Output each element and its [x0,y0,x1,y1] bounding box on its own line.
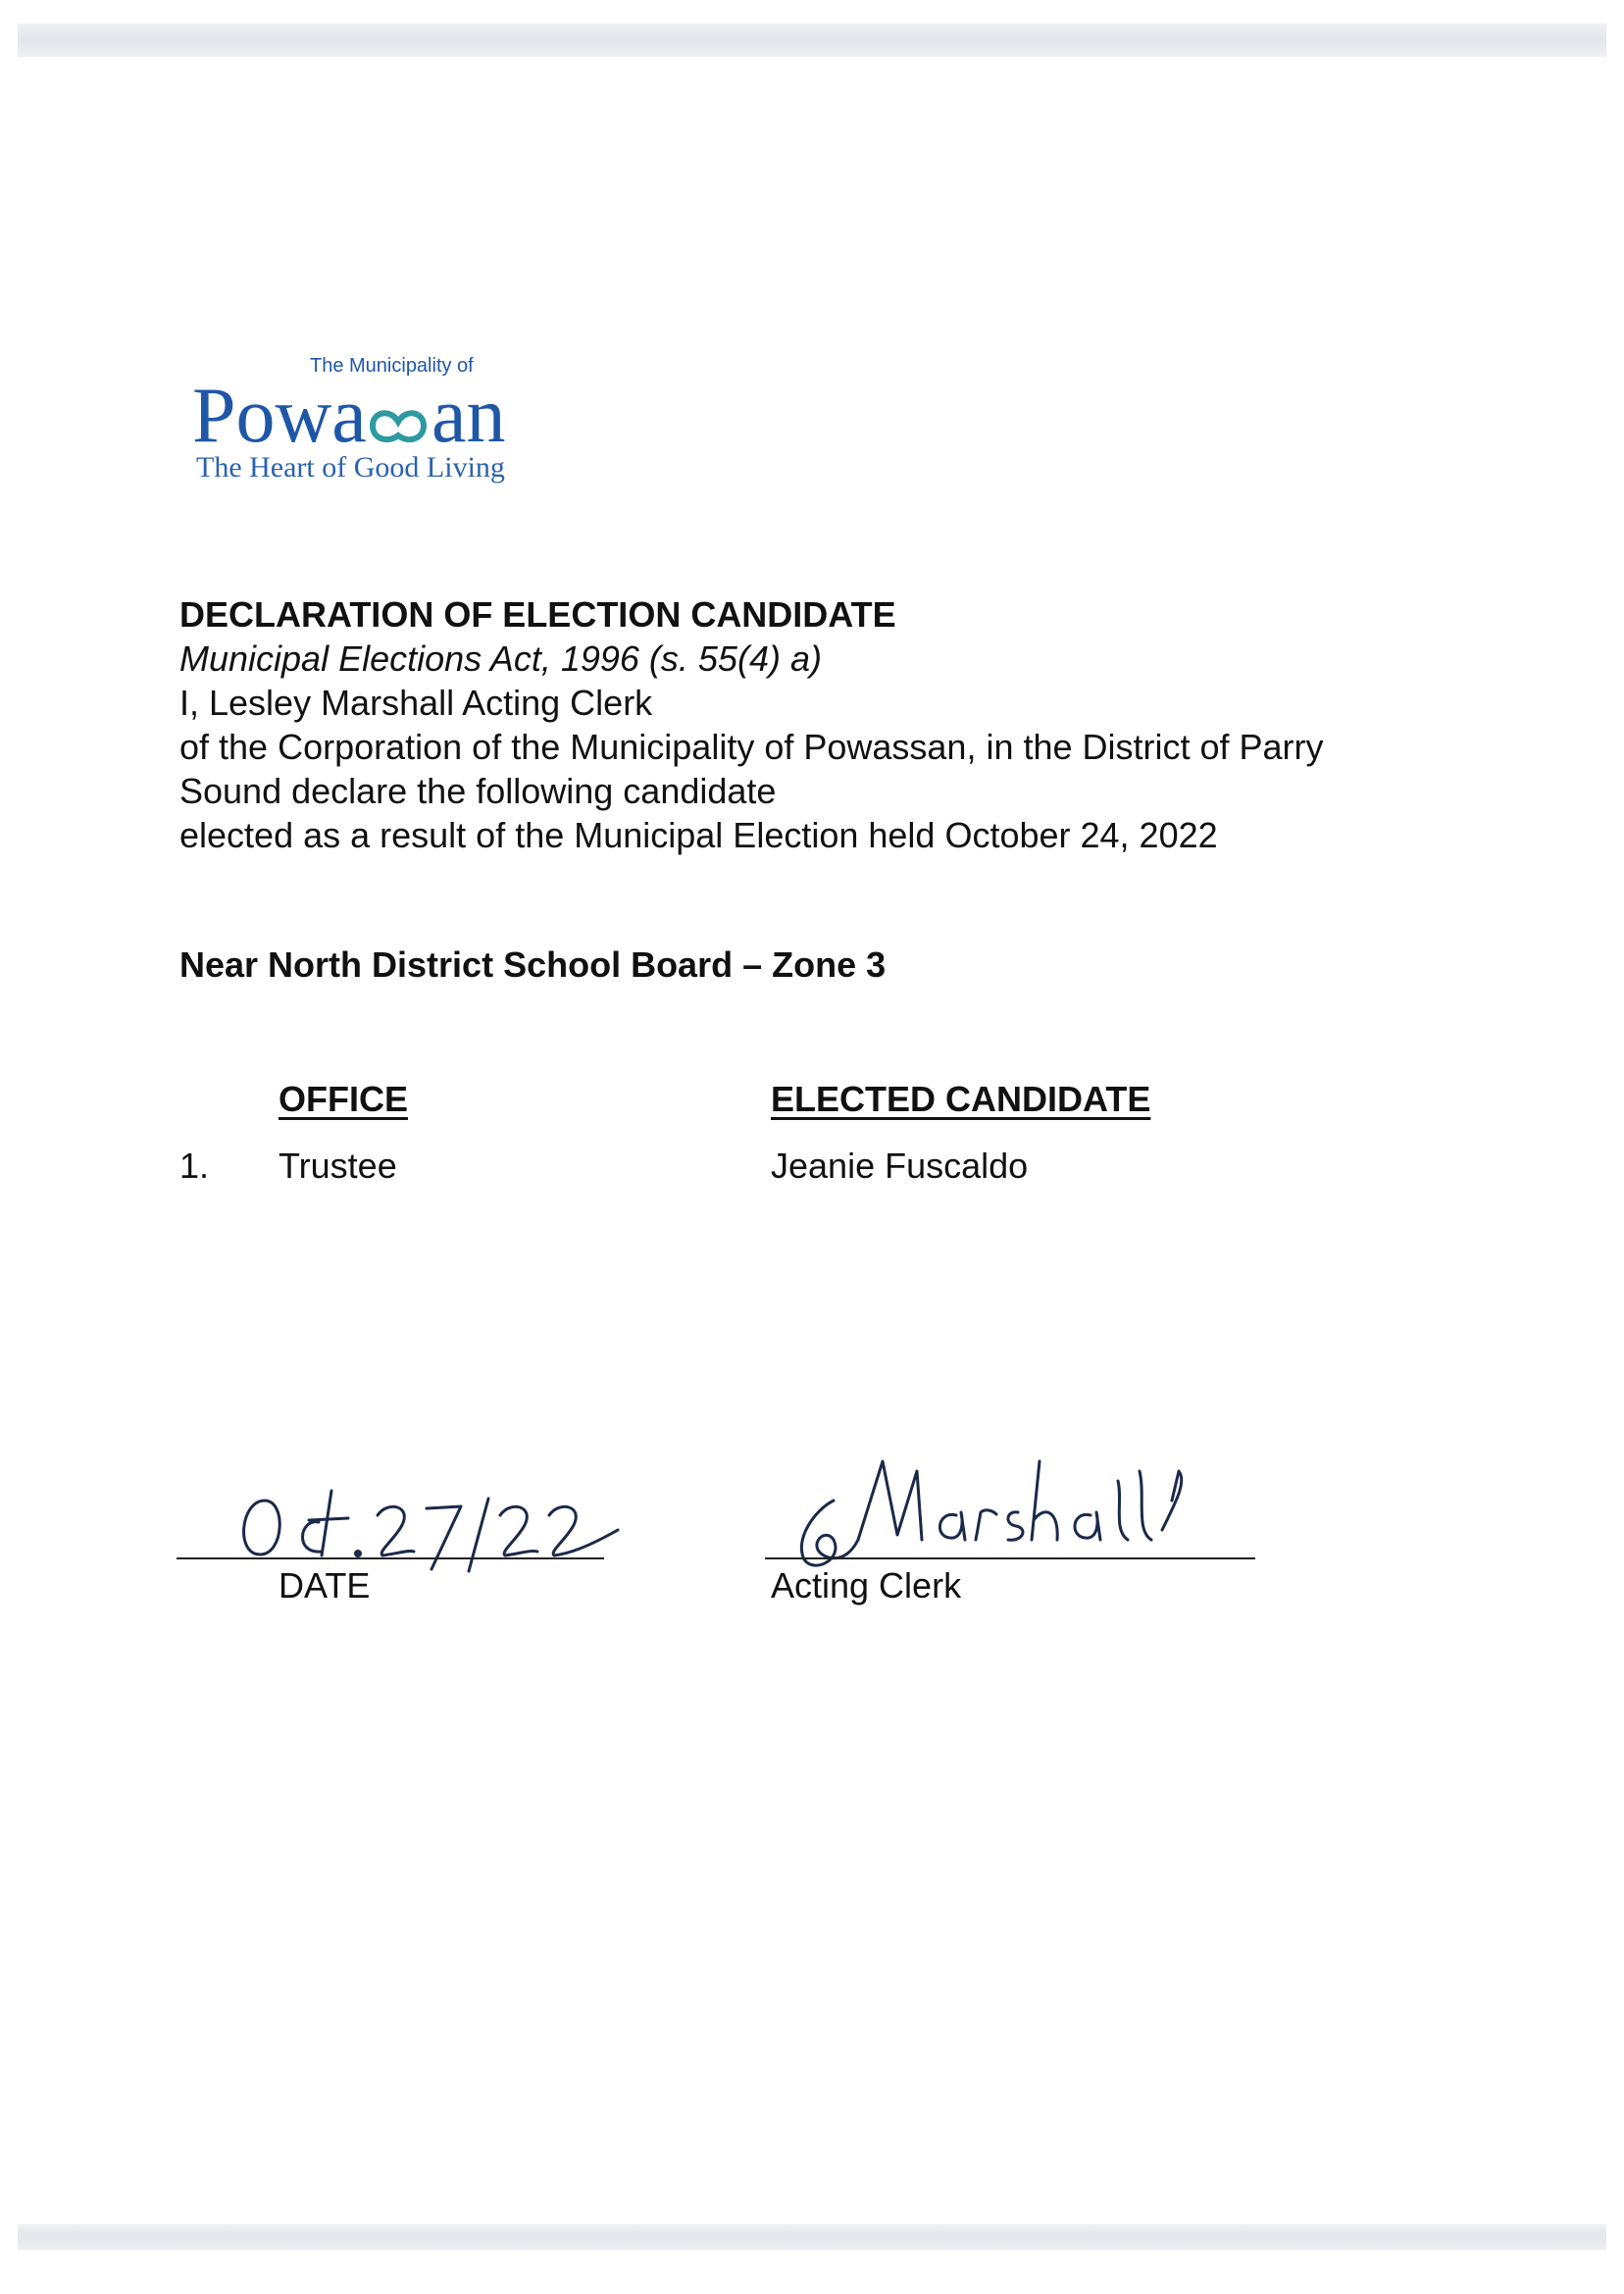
logo-wordmark-art [192,371,526,459]
logo-top-line: The Municipality of [310,355,474,377]
declaration-block [179,592,1474,857]
row-office: Trustee [279,1146,397,1186]
declaration-line-3: Sound declare the following candidate [179,771,777,811]
date-label: DATE [279,1565,371,1606]
municipality-logo [192,353,526,490]
clerk-label: Acting Clerk [771,1565,962,1606]
declaration-title: DECLARATION OF ELECTION CANDIDATE [179,594,896,635]
declaration-line-1: I, Lesley Marshall Acting Clerk [179,683,653,723]
office-header: OFFICE [279,1079,408,1119]
declaration-line-4: elected as a result of the Municipal Election held October 24, 2022 [179,815,1218,855]
scan-edge-top [18,24,1606,57]
logo-tagline: The Heart of Good Living [196,451,505,484]
scan-edge-bottom [18,2224,1606,2250]
declaration-line-2: of the Corporation of the Municipality of Powassan, in the District of Parry [179,727,1324,767]
candidate-header: ELECTED CANDIDATE [771,1079,1151,1119]
row-candidate: Jeanie Fuscaldo [771,1146,1029,1186]
svg-text:Powa: Powa [192,373,367,459]
row-number: 1. [179,1146,210,1186]
act-reference: Municipal Elections Act, 1996 (s. 55(4) a) [179,638,822,679]
board-heading: Near North District School Board – Zone 3 [179,944,887,985]
clerk-signature-line [765,1557,1255,1559]
heart-icon [373,413,424,439]
date-signature-line [177,1557,604,1559]
svg-text:an: an [431,373,506,459]
